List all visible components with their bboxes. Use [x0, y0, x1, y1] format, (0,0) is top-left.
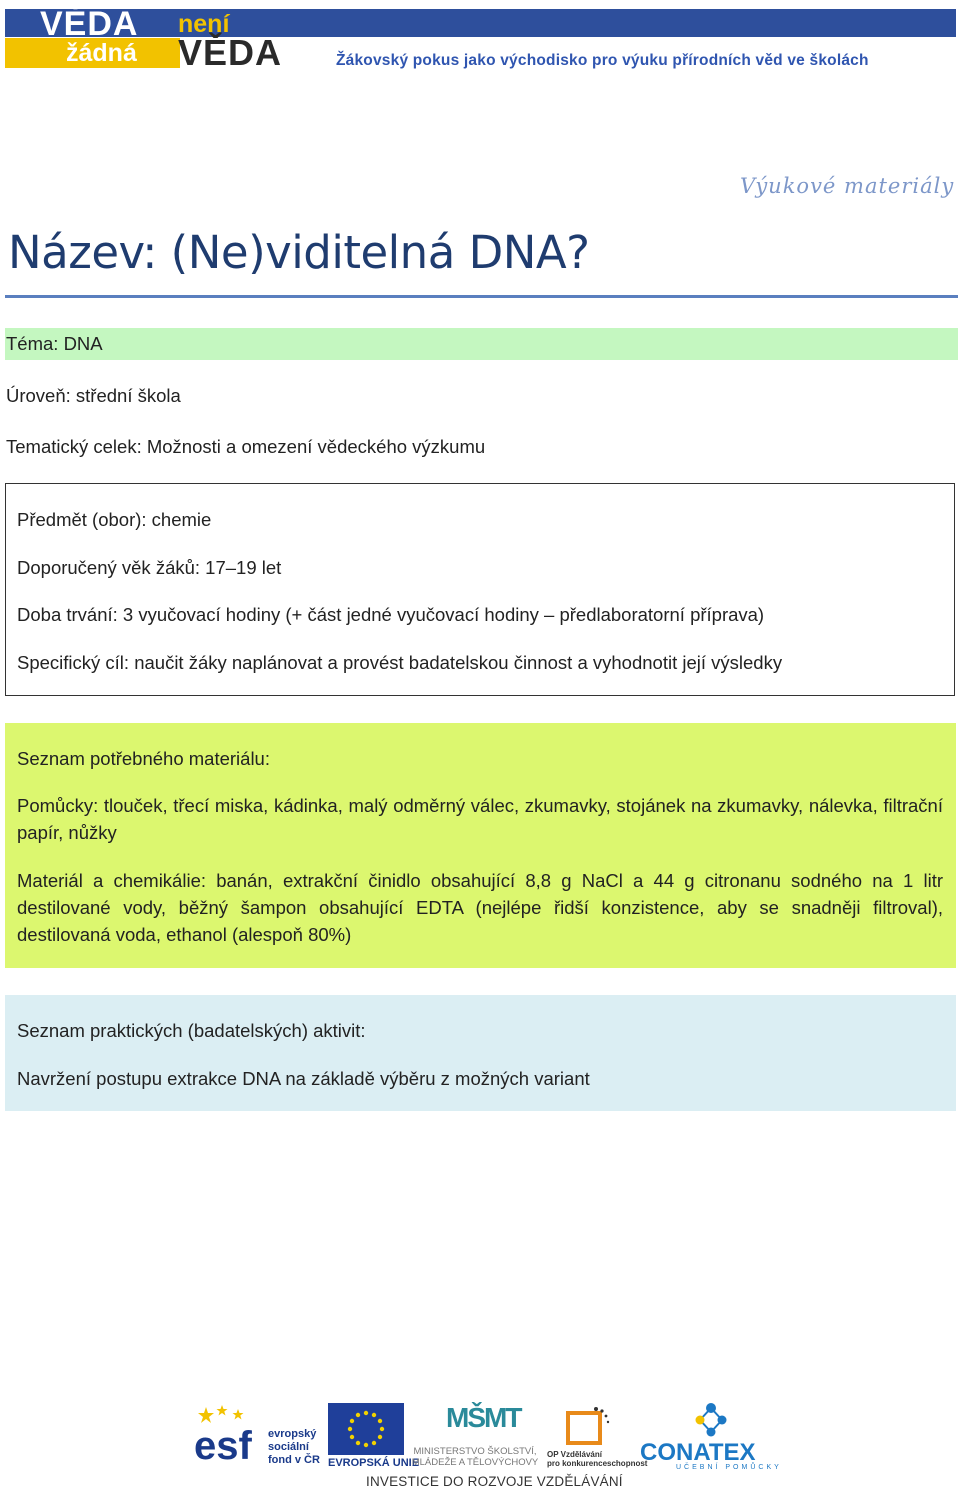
esf-text: [268, 1428, 320, 1467]
op-text-line-1: OP Vzdělávání: [547, 1450, 602, 1459]
title-underline: [5, 295, 958, 298]
vek-line: Doporučený věk žáků: 17–19 let: [17, 557, 282, 578]
logo-veda-top: VĚDA: [40, 5, 139, 43]
molecule-icon: [692, 1402, 730, 1438]
svg-text:esf: esf: [194, 1424, 252, 1465]
tema-highlight: [5, 328, 958, 360]
chemikalie-paragraph: [17, 867, 943, 948]
chemikalie-label: Materiál a chemikálie:: [17, 870, 206, 891]
pomucky-paragraph: [17, 792, 943, 846]
msmt-text: [409, 1446, 541, 1468]
tematicky-celek-line: Tematický celek: Možnosti a omezení vědeckého výzkumu: [6, 436, 486, 457]
uroven-line: Úroveň: střední škola: [6, 385, 181, 406]
activity-item: Navržení postupu extrakce DNA na základě výběru z možných variant: [17, 1068, 590, 1089]
logo-zadna: žádná: [66, 39, 137, 67]
op-text-line-2: pro konkurenceschopnost: [547, 1459, 648, 1468]
eu-flag-icon: [328, 1403, 404, 1455]
logo-neni: není: [178, 10, 230, 38]
esf-text-line-3: fond v ČR: [268, 1454, 320, 1466]
chemikalie-text: banán, extrakční činidlo obsahující 8,8 g NaCl a 44 g citronanu sodného na 1 litr destilované vody, běžný šampon obsahující EDTA (nejlépe řidší konzistence, aby se snadněji filtroval), destilovaná voda, ethanol (alespoň 80%): [17, 870, 943, 945]
doba-trvani-line: Doba trvání: 3 vyučovací hodiny (+ část jedné vyučovací hodiny – předlaboratorní příprava): [17, 604, 765, 625]
conatex-subtitle: UČEBNÍ POMŮCKY: [676, 1464, 782, 1471]
header-banner: [5, 9, 956, 37]
document-type: Výukové materiály: [740, 174, 955, 198]
eu-text: EVROPSKÁ UNIE: [328, 1457, 420, 1469]
header-tagline: Žákovský pokus jako východisko pro výuku přírodních věd ve školách: [336, 52, 869, 69]
op-vzdelavani-icon: [566, 1405, 612, 1445]
conatex-logo: CONATEX: [640, 1439, 756, 1466]
esf-logo-icon: [192, 1403, 262, 1465]
predmet-line: Předmět (obor): chemie: [17, 509, 212, 530]
msmt-text-line-2: MLÁDEŽE A TĚLOVÝCHOVY: [411, 1457, 539, 1468]
esf-text-line-2: sociální: [268, 1441, 309, 1453]
msmt-logo: MŠMT: [446, 1402, 521, 1433]
op-text: [547, 1450, 647, 1468]
materials-heading: Seznam potřebného materiálu:: [17, 748, 270, 769]
pomucky-text: : tlouček, třecí miska, kádinka, malý odměrný válec, zkumavky, stojánek na zkumavky, nálevka, filtrační papír, nůžky: [17, 795, 943, 843]
pomucky-label: Pomůcky: [17, 795, 94, 816]
msmt-text-line-1: MINISTERSTVO ŠKOLSTVÍ,: [413, 1446, 537, 1457]
logo-veda-bottom: VĚDA: [178, 32, 283, 73]
tema-line: Téma: DNA: [6, 333, 103, 354]
esf-text-line-1: evropský: [268, 1428, 317, 1440]
page-title: Název: (Ne)viditelná DNA?: [8, 226, 590, 279]
specificky-cil-line: Specifický cíl: naučit žáky naplánovat a provést badatelskou činnost a vyhodnotit její výsledky: [17, 652, 783, 673]
activities-section: [5, 995, 956, 1111]
investice-slogan: INVESTICE DO ROZVOJE VZDĚLÁVÁNÍ: [366, 1474, 623, 1489]
activities-heading: Seznam praktických (badatelských) aktivit:: [17, 1020, 366, 1041]
